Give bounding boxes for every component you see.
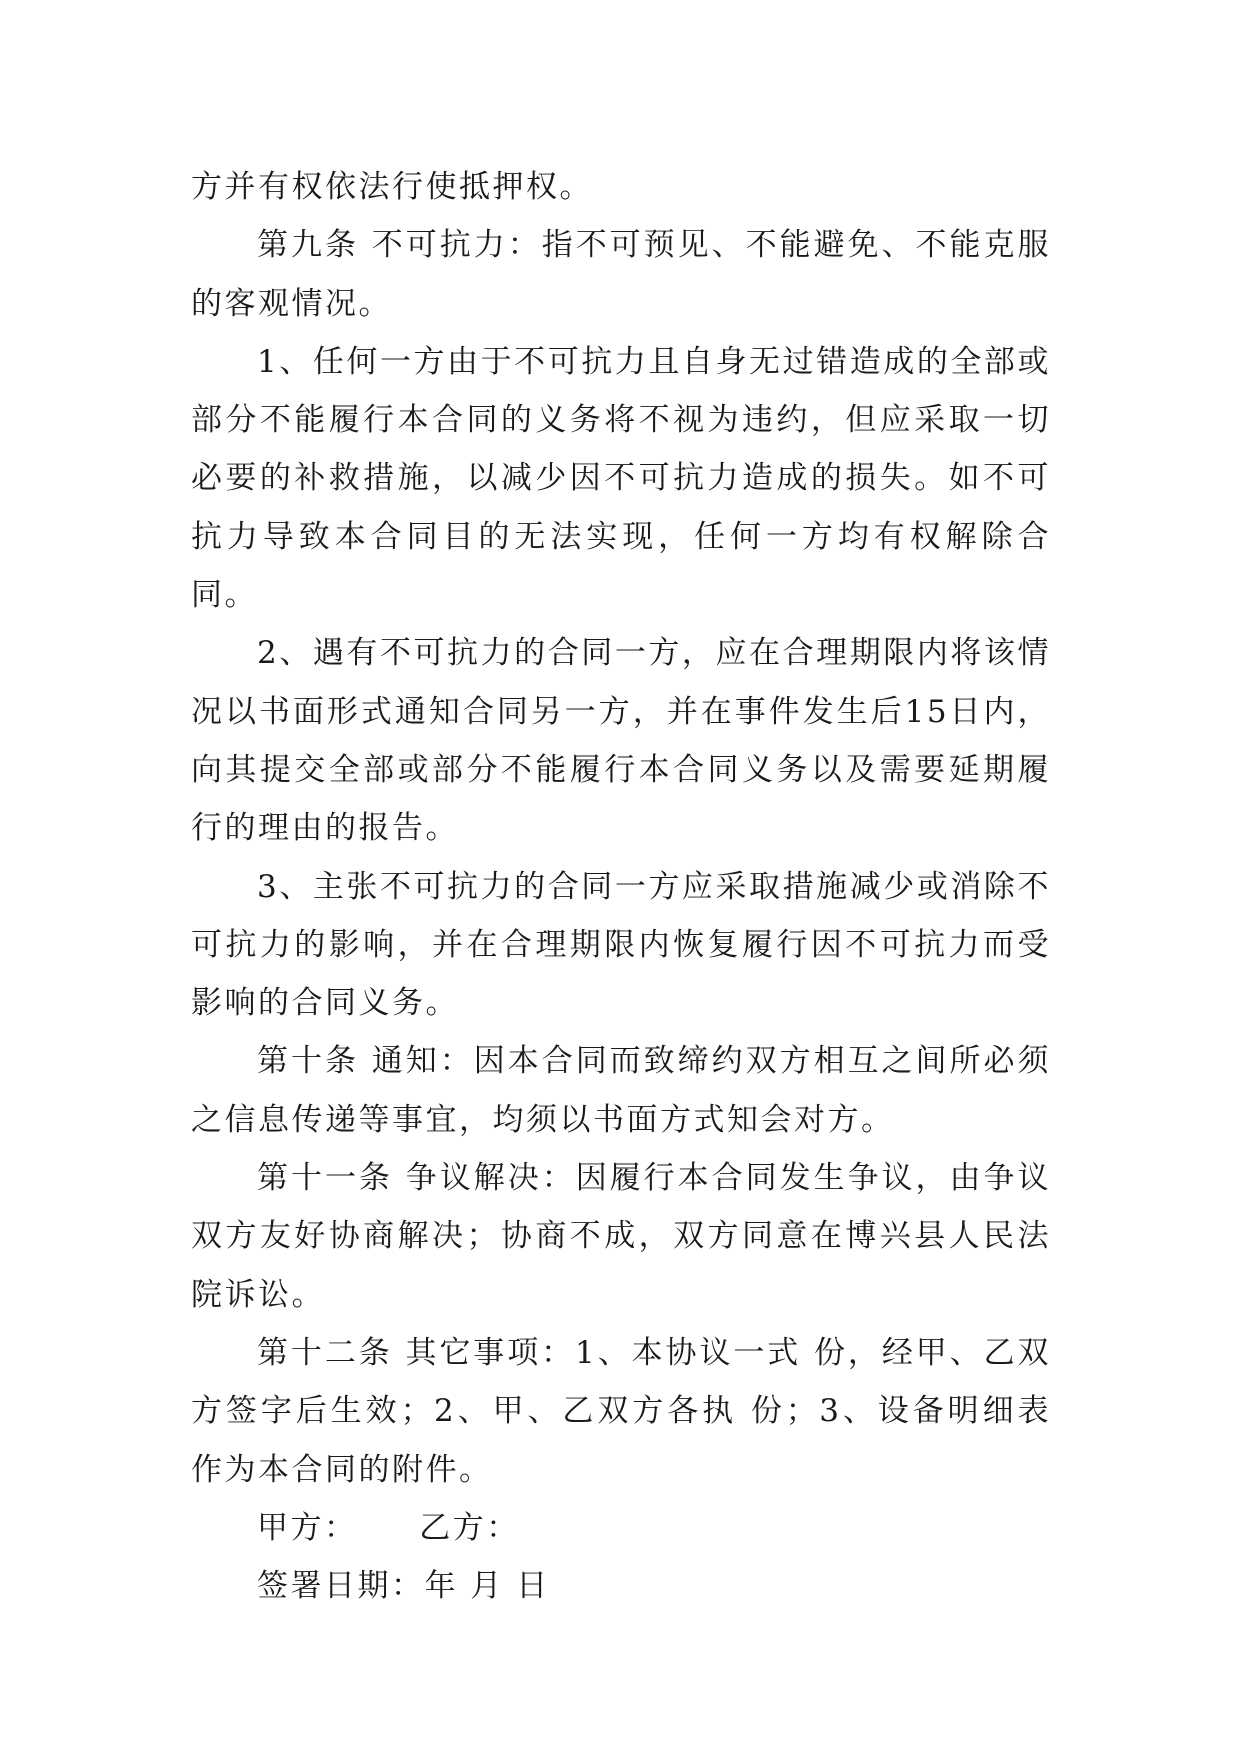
paragraph-article-11: 第十一条 争议解决：因履行本合同发生争议，由争议双方友好协商解决；协商不成，双方同意在博兴县人民法院诉讼。 [191, 1160, 1051, 1313]
signature-parties-line: 甲方： 乙方： [257, 1509, 520, 1546]
contract-body [191, 158, 1051, 1615]
paragraph-article-10: 第十条 通知：因本合同而致缔约双方相互之间所必须之信息传递等事宜，均须以书面方式知会对方。 [191, 1043, 1051, 1138]
paragraph-article-9-item-1: 1、任何一方由于不可抗力且自身无过错造成的全部或部分不能履行本合同的义务将不视为违约，但应采取一切必要的补救措施，以减少因不可抗力造成的损失。如不可抗力导致本合同目的无法实现，任何一方均有权解除合同。 [191, 343, 1051, 614]
paragraph-article-9-item-2: 2、遇有不可抗力的合同一方，应在合理期限内将该情况以书面形式通知合同另一方，并在事件发生后15日内，向其提交全部或部分不能履行本合同义务以及需要延期履行的理由的报告。 [191, 635, 1051, 847]
paragraph-article-12: 第十二条 其它事项：1、本协议一式 份，经甲、乙双方签字后生效；2、甲、乙双方各执 份；3、设备明细表作为本合同的附件。 [191, 1334, 1051, 1488]
paragraph-article-9: 第九条 不可抗力：指不可预见、不能避免、不能克服的客观情况。 [191, 227, 1051, 322]
paragraph-continuation: 方并有权依法行使抵押权。 [191, 169, 593, 205]
paragraph-article-9-item-3: 3、主张不可抗力的合同一方应采取措施减少或消除不可抗力的影响，并在合理期限内恢复履行因不可抗力而受影响的合同义务。 [191, 868, 1051, 1022]
signature-date-line: 签署日期：年 月 日 [257, 1568, 550, 1605]
